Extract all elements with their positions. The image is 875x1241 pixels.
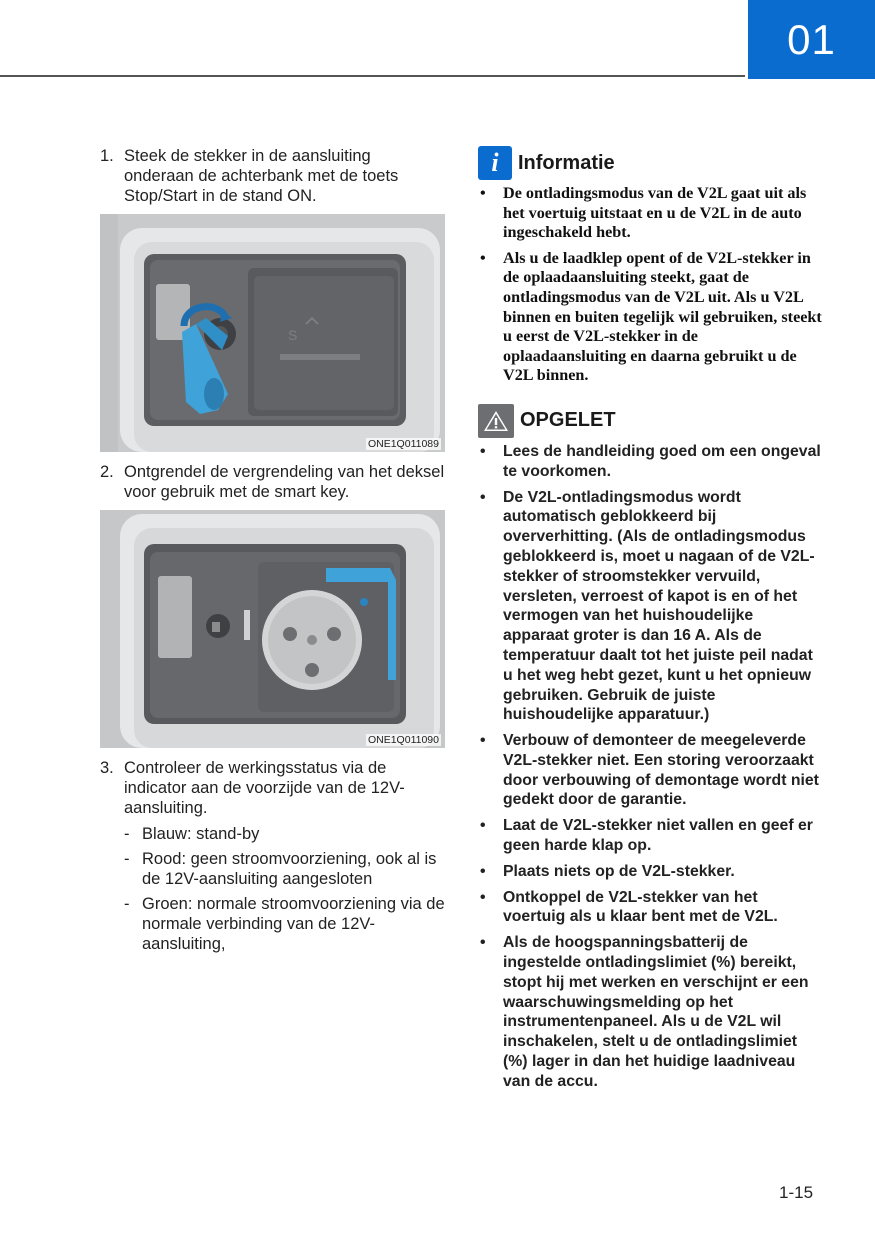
dash-marker: - bbox=[124, 850, 130, 868]
caution-list bbox=[478, 442, 823, 1092]
caution-text: Lees de handleiding goed om een ongeval te voorkomen. bbox=[503, 442, 821, 480]
bullet-marker: • bbox=[480, 888, 486, 906]
dash-marker: - bbox=[124, 825, 130, 843]
caution-item bbox=[478, 488, 823, 726]
socket-key-illustration bbox=[100, 214, 445, 452]
page-number: 1-15 bbox=[779, 1183, 814, 1202]
caution-item bbox=[478, 816, 823, 856]
caution-text: Plaats niets op de V2L-stekker. bbox=[503, 862, 735, 880]
step-text: Steek de stekker in de aansluiting onderaan de achterbank met de toets Stop/Start in de stand ON. bbox=[124, 147, 399, 205]
info-title: Informatie bbox=[518, 151, 615, 174]
step-text: Ontgrendel de vergrendeling van het deksel voor gebruik met de smart key. bbox=[124, 463, 445, 501]
caution-item bbox=[478, 442, 823, 482]
bullet-marker: • bbox=[480, 934, 486, 952]
caution-text: De V2L-ontladingsmodus wordt automatisch geblokkeerd bij oververhitting. (Als de ontladingsmodus geblokkeerd is, moet u nagaan of de V2L-stekker of stroomstekker vervuild, versleten, verroest of kapot is en of het vermogen van het huishoudelijke apparaat groter is dan 16 A. Als de temperatuur daalt tot het juiste peil nadat u het weg hebt gezet, kunt u het opnieuw gebruiken. Gebruik de juiste huishoudelijke apparatuur.) bbox=[503, 488, 815, 724]
bullet-marker: • bbox=[480, 184, 486, 202]
status-text: Groen: normale stroomvoorziening via de normale verbinding van de 12V-aansluiting, bbox=[142, 895, 445, 953]
status-text: Blauw: stand-by bbox=[142, 825, 260, 843]
chapter-tab: 01 bbox=[748, 0, 875, 79]
info-item bbox=[478, 184, 823, 243]
bullet-marker: • bbox=[480, 488, 486, 506]
caution-title: OPGELET bbox=[520, 409, 616, 432]
info-text: De ontladingsmodus van de V2L gaat uit als het voertuig uitstaat en u de V2L in de auto ingeschakeld hebt. bbox=[503, 184, 807, 242]
bullet-marker: • bbox=[480, 817, 486, 835]
right-column bbox=[478, 146, 823, 1098]
caution-text: Laat de V2L-stekker niet vallen en geef er geen harde klap op. bbox=[503, 817, 813, 855]
caution-header bbox=[478, 404, 823, 438]
caution-item bbox=[478, 731, 823, 810]
figure-socket-open bbox=[100, 510, 445, 748]
step-text: Controleer de werkingsstatus via de indicator aan de voorzijde van de 12V-aansluiting. bbox=[124, 759, 405, 817]
step-3 bbox=[100, 758, 445, 818]
figure-code: ONE1Q011090 bbox=[367, 734, 439, 746]
step-number: 3. bbox=[100, 759, 114, 777]
header-rule bbox=[0, 75, 745, 77]
status-text: Rood: geen stroomvoorziening, ook al is de 12V-aansluiting aangesloten bbox=[142, 850, 437, 888]
caution-text: Ontkoppel de V2L-stekker van het voertuig als u klaar bent met de V2L. bbox=[503, 888, 778, 926]
info-text: Als u de laadklep opent of de V2L-stekker in de oplaadaansluiting steekt, gaat de ontladingsmodus van de V2L uit. Als u V2L binnen en buiten tegelijk wil gebruiken, steekt u eerst de V2L-stekker in de oplaadaansluiting en daarna gebruikt u de V2L binnen. bbox=[503, 248, 822, 385]
status-item-green bbox=[124, 894, 445, 954]
step-number: 1. bbox=[100, 147, 114, 165]
caution-box bbox=[478, 404, 823, 1092]
bullet-marker: • bbox=[480, 248, 486, 267]
info-list bbox=[478, 184, 823, 386]
warning-triangle-icon bbox=[478, 404, 514, 438]
info-header bbox=[478, 146, 823, 180]
socket-open-illustration bbox=[100, 510, 445, 748]
info-box bbox=[478, 146, 823, 386]
step-number: 2. bbox=[100, 463, 114, 481]
figure-code: ONE1Q011089 bbox=[367, 438, 439, 450]
status-item-red bbox=[124, 849, 445, 889]
caution-text: Als de hoogspanningsbatterij de ingestelde ontladingslimiet (%) bereikt, stopt hij met werken en verschijnt er een waarschuwingsmelding op het instrumentenpaneel. Als u de V2L wil inschakelen, stelt u de ontladingslimiet (%) lager in dan het huidige laadniveau van de accu. bbox=[503, 934, 809, 1090]
dash-marker: - bbox=[124, 895, 130, 913]
status-item-blue bbox=[124, 824, 445, 844]
caution-text: Verbouw of demonteer de meegeleverde V2L-stekker niet. Een storing veroorzaakt door verbouwing of demontage wordt niet gedekt door de garantie. bbox=[503, 732, 819, 809]
caution-item bbox=[478, 933, 823, 1091]
step-2 bbox=[100, 462, 445, 502]
bullet-marker: • bbox=[480, 732, 486, 750]
figure-socket-key bbox=[100, 214, 445, 452]
bullet-marker: • bbox=[480, 442, 486, 460]
left-column bbox=[100, 146, 445, 959]
bullet-marker: • bbox=[480, 862, 486, 880]
info-icon: i bbox=[478, 146, 512, 180]
caution-item bbox=[478, 862, 823, 882]
caution-item bbox=[478, 888, 823, 928]
status-list bbox=[124, 824, 445, 954]
svg-text:S: S bbox=[288, 327, 298, 343]
info-item bbox=[478, 249, 823, 386]
step-1 bbox=[100, 146, 445, 206]
